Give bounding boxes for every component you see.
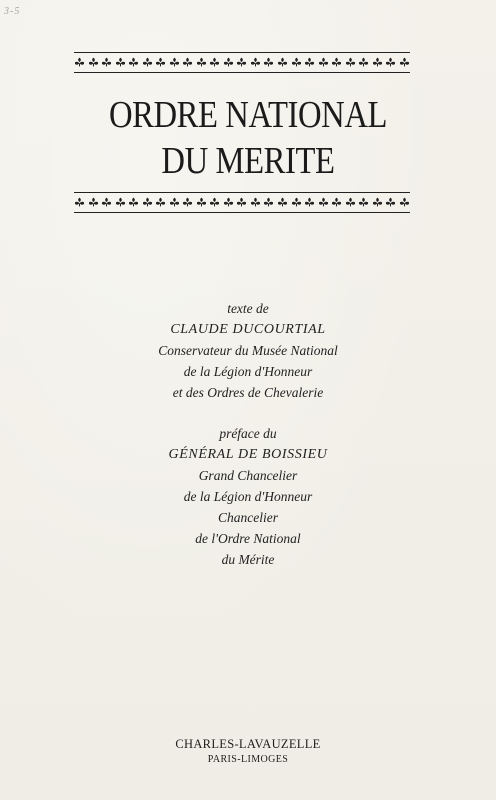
preface-author-name: GÉNÉRAL DE BOISSIEU <box>168 447 328 462</box>
preface-role-line: Chancelier <box>218 510 278 525</box>
fleuron-icon <box>196 57 207 67</box>
fleuron-icon <box>331 197 342 207</box>
fleuron-icon <box>128 197 139 207</box>
fleuron-icon <box>250 197 261 207</box>
preface-role-line: du Mérite <box>221 552 275 567</box>
fleuron-icon <box>291 197 302 207</box>
ornament-rule <box>74 192 410 193</box>
fleuron-icon <box>115 197 126 207</box>
preface-intro: préface du <box>219 426 277 441</box>
fleuron-icon <box>115 57 126 67</box>
fleuron-icon <box>345 57 356 67</box>
fleuron-icon <box>88 197 99 207</box>
fleuron-icon <box>169 197 180 207</box>
fleuron-icon <box>345 197 356 207</box>
fleuron-icon <box>142 57 153 67</box>
fleuron-icon <box>385 197 396 207</box>
fleuron-icon <box>263 57 274 67</box>
preface-role-line: de l'Ordre National <box>195 531 301 546</box>
preface-role-line: Grand Chancelier <box>198 468 298 483</box>
fleuron-icon <box>277 57 288 67</box>
ornament-rule <box>74 52 410 53</box>
fleuron-icon <box>399 197 410 207</box>
fleuron-icon <box>358 197 369 207</box>
fleuron-icon <box>155 197 166 207</box>
fleuron-icon <box>358 57 369 67</box>
fleuron-icon <box>236 57 247 67</box>
fleuron-icon <box>142 197 153 207</box>
fleuron-icon <box>372 57 383 67</box>
spacer <box>0 403 496 423</box>
ornament-rule <box>74 72 410 73</box>
fleuron-icon <box>250 57 261 67</box>
fleuron-icon <box>236 197 247 207</box>
fleuron-icon <box>101 197 112 207</box>
fleuron-icon <box>223 57 234 67</box>
fleuron-icon <box>304 57 315 67</box>
author-role-line: et des Ordres de Chevalerie <box>172 385 324 400</box>
fleuron-icon <box>385 57 396 67</box>
fleuron-icon <box>101 57 112 67</box>
preface-role-line: de la Légion d'Honneur <box>183 489 313 504</box>
author-name: CLAUDE DUCOURTIAL <box>170 322 326 337</box>
author-intro: texte de <box>227 301 269 316</box>
fleuron-icon <box>331 57 342 67</box>
fleuron-icon <box>88 57 99 67</box>
fleuron-icon <box>318 197 329 207</box>
fleuron-icon <box>196 197 207 207</box>
fleuron-icon <box>182 197 193 207</box>
fleuron-icon <box>291 57 302 67</box>
author-role-line: de la Légion d'Honneur <box>183 364 313 379</box>
fleuron-icon <box>209 57 220 67</box>
ornament-motif-row <box>74 197 410 207</box>
fleuron-icon <box>128 57 139 67</box>
ornament-border-top <box>74 52 410 74</box>
fleuron-icon <box>399 57 410 67</box>
fleuron-icon <box>209 197 220 207</box>
fleuron-icon <box>304 197 315 207</box>
pencil-annotation: 3-5 <box>4 6 21 17</box>
fleuron-icon <box>263 197 274 207</box>
book-title-line-2: DU MERITE <box>161 140 335 182</box>
fleuron-icon <box>277 197 288 207</box>
publisher-name: CHARLES-LAVAUZELLE <box>175 737 321 751</box>
publisher-block <box>0 736 496 767</box>
ornament-rule <box>74 212 410 213</box>
ornament-motif-row <box>74 57 410 67</box>
book-title-line-1: ORDRE NATIONAL <box>108 94 388 136</box>
fleuron-icon <box>182 57 193 67</box>
fleuron-icon <box>318 57 329 67</box>
fleuron-icon <box>74 57 85 67</box>
fleuron-icon <box>74 197 85 207</box>
fleuron-icon <box>372 197 383 207</box>
publisher-city: PARIS-LIMOGES <box>207 754 289 765</box>
fleuron-icon <box>223 197 234 207</box>
ornament-border-bottom <box>74 192 410 214</box>
fleuron-icon <box>155 57 166 67</box>
author-role-line: Conservateur du Musée National <box>158 343 338 358</box>
credits-block <box>0 298 496 570</box>
fleuron-icon <box>169 57 180 67</box>
